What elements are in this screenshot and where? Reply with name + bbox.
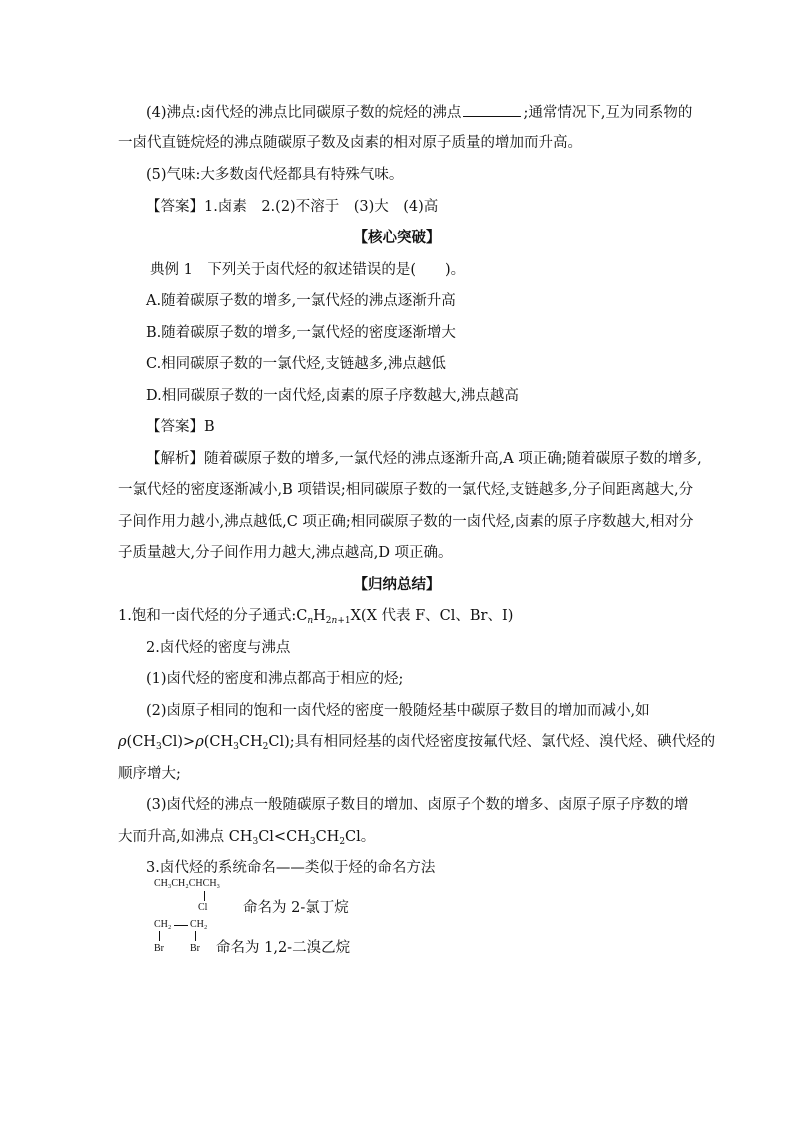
structure-ch2-left: CH₂	[154, 919, 172, 930]
para-odor: (5)气味:大多数卤代烃都具有特殊气味。	[146, 167, 404, 183]
analysis-line-4: 子质量越大,分子间作用力越大,沸点越高,D 项正确。	[118, 545, 453, 561]
answer-b: 【答案】B	[146, 419, 215, 435]
density-boiling-2: (2)卤原子相同的饱和一卤代烃的密度一般随烃基中碳原子数目的增加而减小,如	[146, 703, 650, 719]
structure-2-chlorobutane: CH₃CH₂CHCH₃	[154, 878, 221, 889]
bond-line	[174, 925, 188, 926]
structure-cl: Cl	[198, 902, 208, 913]
density-boiling-1: (1)卤代烃的密度和沸点都高于相应的烃;	[146, 671, 404, 687]
answer-line: 【答案】1.卤素 2.(2)不溶于 (3)大 (4)高	[146, 199, 439, 215]
analysis-line-2: 一氯代烃的密度逐渐减小,B 项错误;相同碳原子数的一氯代烃,支链越多,分子间距离越大,分	[118, 482, 694, 498]
density-comparison: $\rho(CH_3Cl)>\rho(CH_3CH_2Cl)$;具有相同烃基的卤代烃密度按氟代烃、氯代烃、溴代烃、碘代烃的	[118, 734, 716, 752]
analysis-line-1: 【解析】随着碳原子数的增多,一氯代烃的沸点逐渐升高,A 项正确;随着碳原子数的增多,	[146, 451, 702, 467]
analysis-line-3: 子间作用力越小,沸点越低,C 项正确;相同碳原子数的一卤代烃,卤素的原子序数越大,相对分	[118, 514, 694, 530]
general-formula: 1.饱和一卤代烃的分子通式$:C_nH_{2n+1}X(X$ 代表 F、Cl、Br、I)	[118, 608, 514, 626]
structure-ch2-right: CH₂	[190, 919, 208, 930]
density-boiling-2-end: 顺序增大;	[118, 766, 181, 782]
option-d: D.相同碳原子数的一卤代烃,卤素的原子序数越大,沸点越高	[146, 388, 519, 404]
heading-summary: 【归纳总结】	[353, 576, 441, 593]
para-boiling-point: (4)沸点:卤代烃的沸点比同碳原子数的烷烃的沸点 ;通常情况下,互为同系物的	[146, 102, 692, 123]
name-dibromoethane: 命名为 1,2-二溴乙烷	[216, 940, 351, 956]
bond-line	[195, 931, 196, 941]
structure-br-right: Br	[190, 943, 200, 954]
density-boiling-title: 2.卤代烃的密度与沸点	[146, 640, 291, 656]
bond-line	[159, 931, 160, 941]
option-b: B.随着碳原子数的增多,一氯代烃的密度逐渐增大	[146, 325, 456, 341]
naming-title: 3.卤代烃的系统命名——类似于烃的命名方法	[146, 860, 436, 876]
option-a: A.随着碳原子数的增多,一氯代烃的沸点逐渐升高	[146, 293, 456, 309]
heading-core-breakthrough: 【核心突破】	[353, 229, 441, 246]
structure-br-left: Br	[154, 943, 164, 954]
bond-line	[204, 891, 205, 901]
fill-in-blank[interactable]	[463, 102, 521, 117]
option-c: C.相同碳原子数的一氯代烃,支链越多,沸点越低	[146, 356, 446, 372]
boiling-comparison: 大而升高,如沸点 $CH_3Cl<CH_3CH_2Cl$。	[118, 829, 376, 847]
para-boiling-point-cont: 一卤代直链烷烃的沸点随碳原子数及卤素的相对原子质量的增加而升高。	[118, 135, 582, 151]
density-boiling-3: (3)卤代烃的沸点一般随碳原子数目的增加、卤原子个数的增多、卤原子原子序数的增	[146, 797, 689, 813]
example-stem: 典例 1 下列关于卤代烃的叙述错误的是( )。	[150, 262, 466, 278]
name-2-chlorobutane: 命名为 2-氯丁烷	[243, 900, 349, 916]
